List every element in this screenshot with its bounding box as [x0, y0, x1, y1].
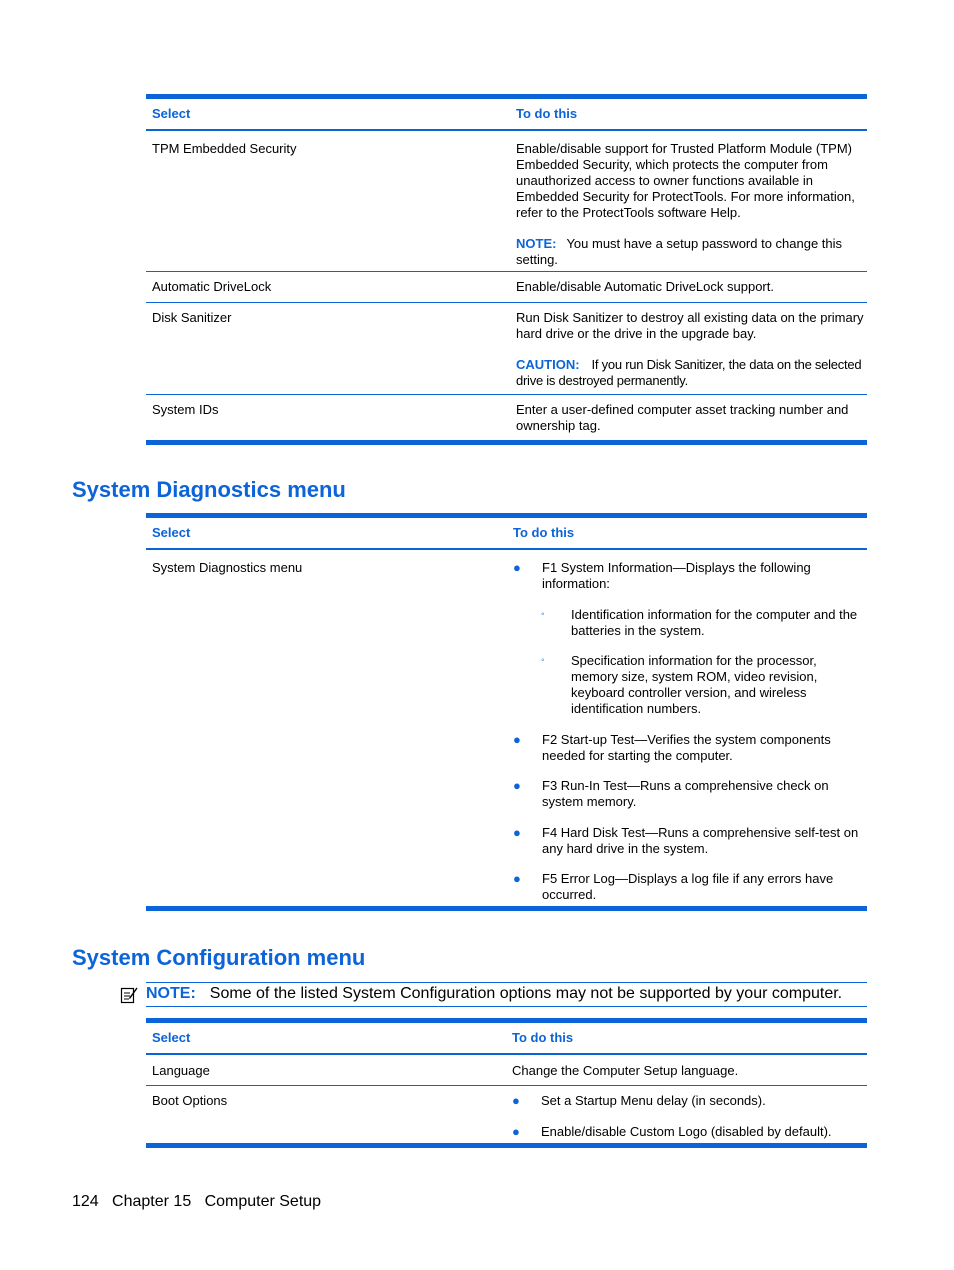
- row-select: Disk Sanitizer: [152, 310, 232, 325]
- list-item: ● F2 Start-up Test—Verifies the system components needed for starting the computer.: [513, 732, 831, 763]
- header-select: Select: [152, 525, 191, 540]
- table-row: [146, 1055, 867, 1086]
- page-footer: [72, 1193, 321, 1211]
- table-header: [146, 99, 867, 131]
- row-note: [516, 236, 861, 268]
- row-description: Run Disk Sanitizer to destroy all existing data on the primary hard drive or the drive in the upgrade bay.: [516, 310, 864, 341]
- table-row: [146, 272, 867, 303]
- note-icon: [120, 986, 138, 1004]
- caution-label: CAUTION:: [516, 357, 580, 372]
- caution-text: If you run Disk Sanitizer, the data on the selected drive is destroyed permanently.: [516, 357, 862, 388]
- table-header: [146, 1023, 867, 1055]
- sub-bullet-icon: ◦: [541, 609, 545, 620]
- row-select: Boot Options: [152, 1093, 228, 1108]
- row-select: TPM Embedded Security: [152, 141, 297, 156]
- bullet-list: [513, 560, 863, 903]
- table-header: [146, 518, 867, 550]
- list-item: ● F3 Run-In Test—Runs a comprehensive check on system memory.: [513, 778, 829, 809]
- bullet-icon: ●: [513, 560, 521, 575]
- row-select: System Diagnostics menu: [152, 560, 303, 575]
- note-label: NOTE:: [146, 985, 196, 1002]
- row-description: Change the Computer Setup language.: [512, 1063, 739, 1078]
- sub-bullet-icon: ◦: [541, 655, 545, 666]
- bullet-icon: ●: [513, 732, 521, 747]
- bullet-icon: ●: [512, 1093, 520, 1108]
- bullet-list: [512, 1093, 862, 1140]
- chapter-title: Computer Setup: [204, 1193, 322, 1210]
- header-todo: To do this: [516, 106, 578, 121]
- table-row: [146, 395, 867, 440]
- header-todo: To do this: [512, 1030, 574, 1045]
- sub-list-item: ◦ Identification information for the computer and the batteries in the system.: [541, 607, 858, 638]
- list-item: ● F5 Error Log—Displays a log file if any errors have occurred.: [513, 871, 834, 902]
- sub-list-item: ◦ Specification information for the processor, memory size, system ROM, video revision, keyboard controller version, and wireless identification numbers.: [541, 653, 818, 716]
- row-description: Enter a user-defined computer asset tracking number and ownership tag.: [516, 402, 849, 433]
- header-select: Select: [152, 106, 191, 121]
- note-text: You must have a setup password to change this setting.: [516, 236, 843, 267]
- security-table: [146, 94, 867, 445]
- header-todo: To do this: [513, 525, 575, 540]
- list-item: ● Enable/disable Custom Logo (disabled by default).: [512, 1124, 832, 1139]
- section-title-diagnostics: System Diagnostics menu: [72, 477, 346, 502]
- table-row: [146, 1086, 867, 1143]
- bullet-icon: ●: [513, 778, 521, 793]
- row-select: System IDs: [152, 402, 219, 417]
- list-item: ● F4 Hard Disk Test—Runs a comprehensive self-test on any hard drive in the system.: [513, 825, 859, 856]
- note-box: [146, 982, 867, 1007]
- diagnostics-table: [146, 513, 867, 911]
- bullet-icon: ●: [512, 1124, 520, 1139]
- row-select: Automatic DriveLock: [152, 279, 272, 294]
- chapter-label: Chapter 15: [112, 1193, 192, 1210]
- configuration-table: [146, 1018, 867, 1148]
- bullet-icon: ●: [513, 825, 521, 840]
- table-row: [146, 550, 867, 906]
- table-row: [146, 131, 867, 272]
- list-item: ● F1 System Information—Displays the following information:: [513, 560, 811, 591]
- row-description: Enable/disable support for Trusted Platform Module (TPM) Embedded Security, which protects the computer from unauthorized access to owner functions available in Embedded Security for ProtectTools. For more information, refer to the ProtectTools software Help.: [516, 141, 855, 220]
- row-description: Enable/disable Automatic DriveLock support.: [516, 279, 774, 294]
- page-number: 124: [72, 1193, 99, 1210]
- list-item: ● Set a Startup Menu delay (in seconds).: [512, 1093, 766, 1108]
- note-label: NOTE:: [516, 236, 557, 251]
- table-row: [146, 303, 867, 395]
- note-text: Some of the listed System Configuration options may not be supported by your computer.: [209, 985, 843, 1002]
- bullet-icon: ●: [513, 871, 521, 886]
- section-title-configuration: System Configuration menu: [72, 945, 366, 970]
- row-select: Language: [152, 1063, 210, 1078]
- row-caution: [516, 357, 864, 389]
- header-select: Select: [152, 1030, 191, 1045]
